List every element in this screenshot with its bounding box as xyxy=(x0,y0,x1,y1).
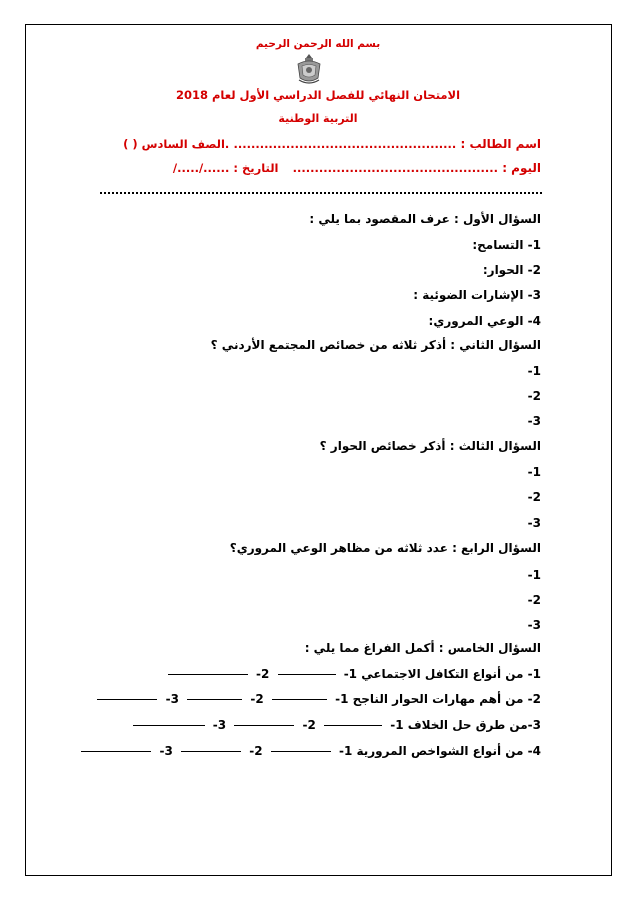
day-field[interactable]: ............................................... xyxy=(292,161,498,175)
answer-blank[interactable] xyxy=(181,751,241,753)
date-field[interactable]: التاريخ : ....../...../ xyxy=(172,161,279,175)
answer-blank[interactable] xyxy=(271,751,331,753)
q1-item: 3- الإشارات الضوئية : xyxy=(413,288,541,302)
grade-field[interactable]: .الصف السادس ( ) xyxy=(123,137,230,151)
student-name-row xyxy=(123,137,541,151)
q5-item-prefix: 4- من أنواع الشواخص المرورية 1- xyxy=(338,744,541,758)
q5-item xyxy=(129,718,541,732)
q5-item xyxy=(93,692,541,706)
answer-blank[interactable] xyxy=(97,699,157,701)
q2-item: 2- xyxy=(527,389,541,403)
q3-item: 3- xyxy=(527,516,541,530)
q4-item: 1- xyxy=(527,568,541,582)
divider-line xyxy=(100,192,542,194)
q3-item: 2- xyxy=(527,490,541,504)
q5-item xyxy=(164,667,541,681)
q1-item: 2- الحوار: xyxy=(482,263,541,277)
q5-item-prefix: 3-من طرق حل الخلاف 1- xyxy=(390,718,541,732)
blank-marker: 3- xyxy=(159,744,173,758)
answer-blank[interactable] xyxy=(324,725,382,727)
question-3-title: السؤال الثالث : أذكر خصائص الحوار ؟ xyxy=(319,439,541,453)
blank-marker: 2- xyxy=(302,718,316,732)
answer-blank[interactable] xyxy=(133,725,205,727)
answer-blank[interactable] xyxy=(234,725,294,727)
q5-item-prefix: 1- من أنواع التكافل الاجتماعي 1- xyxy=(343,667,541,681)
q2-item: 1- xyxy=(527,364,541,378)
question-1-title: السؤال الأول : عرف المقصود بما يلي : xyxy=(309,212,541,226)
name-field[interactable]: ................................................... xyxy=(233,137,457,151)
question-4-title: السؤال الرابع : عدد ثلاثه من مظاهر الوعي المروري؟ xyxy=(229,541,541,555)
answer-blank[interactable] xyxy=(278,674,336,676)
q1-item: 4- الوعي المروري: xyxy=(428,314,541,328)
answer-blank[interactable] xyxy=(272,699,327,701)
day-label: اليوم : xyxy=(502,161,541,175)
date-row xyxy=(173,161,541,175)
blank-marker: 2- xyxy=(255,667,270,681)
q3-item: 1- xyxy=(527,465,541,479)
question-2-title: السؤال الثاني : أذكر ثلاثه من خصائص المجتمع الأردني ؟ xyxy=(210,338,541,352)
q2-item: 3- xyxy=(527,414,541,428)
q5-item-prefix: 2- من أهم مهارات الحوار الناجح 1- xyxy=(335,692,541,706)
jordan-emblem-icon xyxy=(295,52,323,86)
blank-marker: 3- xyxy=(212,718,227,732)
subject-title: التربية الوطنية xyxy=(278,112,358,125)
q4-item: 3- xyxy=(527,618,541,632)
answer-blank[interactable] xyxy=(187,699,242,701)
blank-marker: 3- xyxy=(165,692,179,706)
question-5-title: السؤال الخامس : أكمل الفراغ مما يلي : xyxy=(304,641,541,655)
answer-blank[interactable] xyxy=(168,674,248,676)
exam-title: الامتحان النهائي للفصل الدراسي الأول لعام 2018 xyxy=(175,88,461,102)
basmala: بسم الله الرحمن الرحيم xyxy=(255,38,381,50)
blank-marker: 2- xyxy=(249,744,263,758)
q5-item xyxy=(77,744,541,758)
answer-blank[interactable] xyxy=(81,751,151,753)
blank-marker: 2- xyxy=(250,692,264,706)
q4-item: 2- xyxy=(527,593,541,607)
name-label: اسم الطالب : xyxy=(460,137,541,151)
q1-item: 1- التسامح: xyxy=(472,238,541,252)
